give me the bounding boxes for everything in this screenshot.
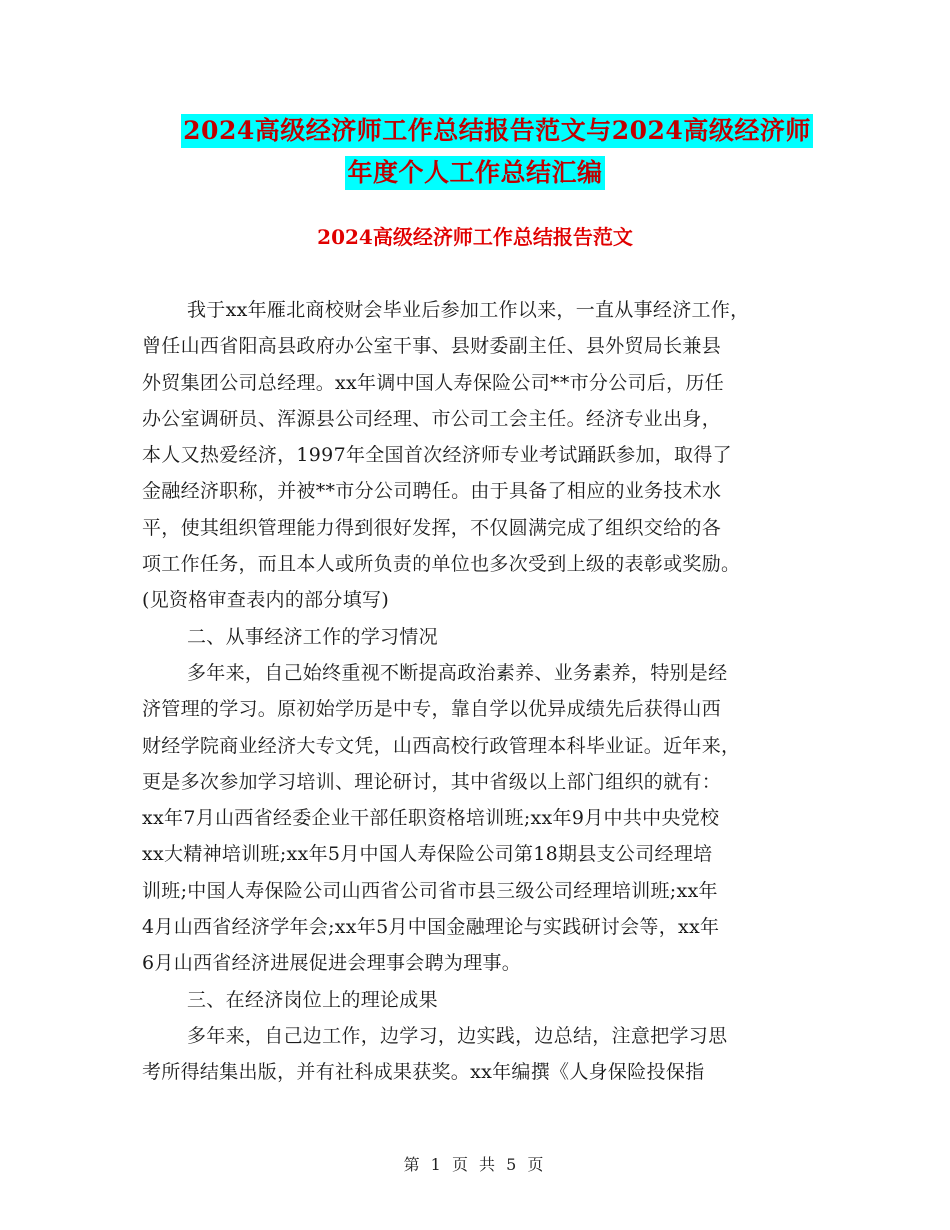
page-footer: 第 1 页 共 5 页 — [403, 1155, 547, 1174]
paragraph-line: 金融经济职称，并被**市分公司聘任。由于具备了相应的业务技术水 — [142, 480, 722, 503]
paragraph-line: (见资格审查表内的部分填写) — [142, 589, 390, 612]
paragraph-line: xx大精神培训班;xx年5月中国人寿保险公司第18期县支公司经理培 — [142, 843, 713, 866]
paragraph-line: 考所得结集出版，并有社科成果获奖。xx年编撰《人身保险投保指 — [142, 1061, 705, 1084]
paragraph-line: 财经学院商业经济大专文凭，山西高校行政管理本科毕业证。近年来， — [142, 734, 741, 757]
paragraph-line: 多年来，自己始终重视不断提高政治素养、业务素养，特别是经 — [187, 661, 728, 684]
paragraph-line: 6月山西省经济进展促进会理事会聘为理事。 — [142, 952, 522, 975]
title-line-1: 2024高级经济师工作总结报告范文与2024高级经济师 — [181, 114, 813, 148]
paragraph-line: 4月山西省经济学年会;xx年5月中国金融理论与实践研讨会等，xx年 — [142, 916, 720, 939]
paragraph-line: 本人又热爱经济，1997年全国首次经济师专业考试踊跃参加，取得了 — [142, 444, 732, 467]
paragraph-line: 办公室调研员、浑源县公司经理、市公司工会主任。经济专业出身， — [142, 407, 722, 430]
section-title: 2024高级经济师工作总结报告范文 — [317, 225, 633, 249]
paragraph-line: 更是多次参加学习培训、理论研讨，其中省级以上部门组织的就有： — [142, 770, 722, 793]
paragraph-line: 训班;中国人寿保险公司山西省公司省市县三级公司经理培训班;xx年 — [142, 879, 718, 902]
paragraph-line: 平，使其组织管理能力得到很好发挥，不仅圆满完成了组织交给的各 — [142, 516, 722, 539]
paragraph-line: 多年来，自己边工作，边学习，边实践，边总结，注意把学习思 — [187, 1024, 728, 1047]
title-line-2: 年度个人工作总结汇编 — [345, 156, 604, 190]
document-body — [142, 292, 822, 1091]
paragraph-line: 外贸集团公司总经理。xx年调中国人寿保险公司**市分公司后，历任 — [142, 371, 725, 394]
paragraph-line: 项工作任务，而且本人或所负责的单位也多次受到上级的表彰或奖励。 — [142, 553, 741, 576]
paragraph-line: 济管理的学习。原初始学历是中专，靠自学以优异成绩先后获得山西 — [142, 698, 722, 721]
document-title — [0, 110, 950, 194]
paragraph-line: 我于xx年雁北商校财会毕业后参加工作以来，一直从事经济工作， — [187, 299, 750, 321]
section-heading: 三、在经济岗位上的理论成果 — [187, 988, 438, 1011]
paragraph-line: 曾任山西省阳高县政府办公室干事、县财委副主任、县外贸局长兼县 — [142, 335, 722, 358]
paragraph-line: xx年7月山西省经委企业干部任职资格培训班;xx年9月中共中央党校 — [142, 807, 720, 830]
section-heading: 二、从事经济工作的学习情况 — [187, 625, 438, 648]
